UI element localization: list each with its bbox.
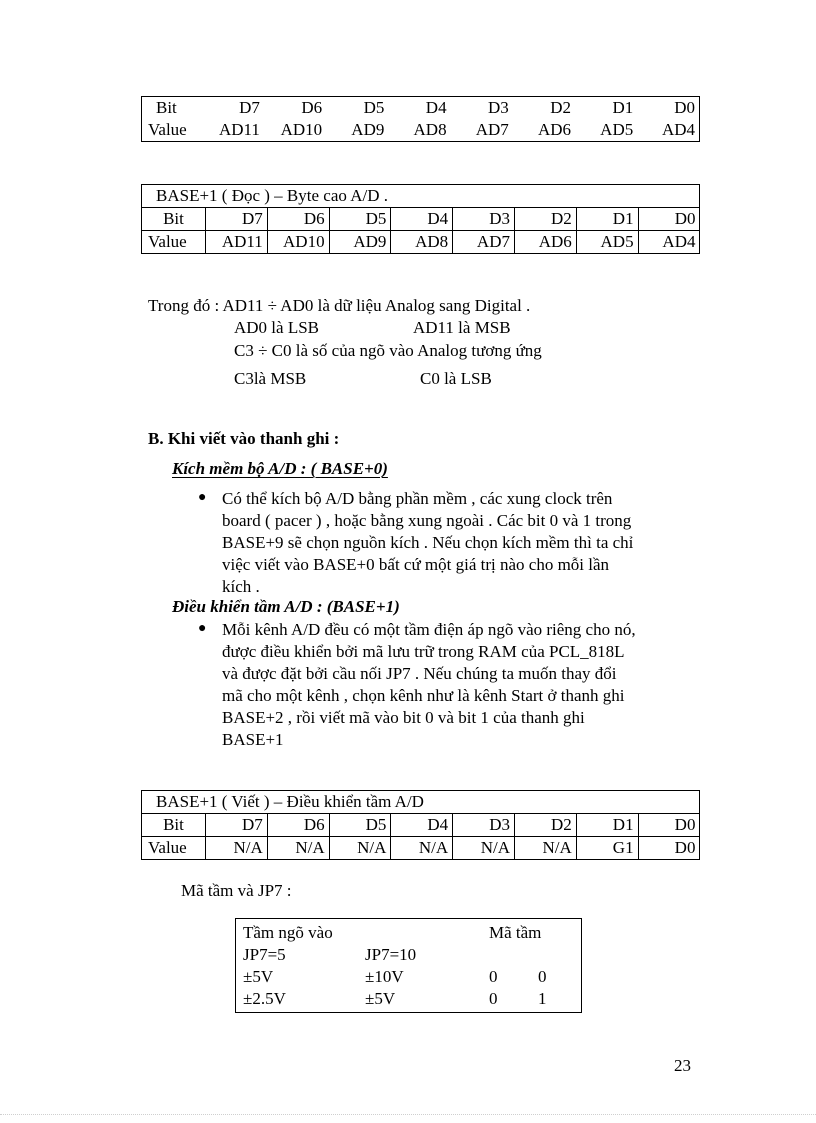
table-row <box>142 837 700 860</box>
table-cell: AD5 <box>600 120 634 139</box>
page-number: 23 <box>674 1056 691 1075</box>
range-cell: ±5V <box>243 967 274 986</box>
table-cell: D0 <box>638 814 700 837</box>
table-cell: AD11 <box>206 231 268 254</box>
table-caption-row <box>142 791 700 814</box>
subheading-soft-trigger: Kích mềm bộ A/D : ( BASE+0) <box>172 459 388 478</box>
table-cell: D7 <box>206 208 268 231</box>
table-cell: N/A <box>206 837 268 860</box>
note-line-1: Trong đó : AD11 ÷ AD0 là dữ liệu Analog sang Digital . <box>148 296 531 315</box>
table-cell: D4 <box>391 208 453 231</box>
table-cell: D4 <box>391 814 453 837</box>
table-cell: D7 <box>206 814 268 837</box>
table-cell: G1 <box>576 837 638 860</box>
note-line-3: C3 ÷ C0 là số của ngõ vào Analog tương ứng <box>234 341 542 360</box>
table-cell: AD4 <box>638 231 700 254</box>
table-row <box>142 814 700 837</box>
table-cell: AD11 <box>218 120 260 139</box>
table-cell: Bit <box>156 98 177 117</box>
range-header-right: Mã tầm <box>489 923 542 942</box>
table-cell: D1 <box>612 98 634 117</box>
paragraph-range-control: Mỗi kênh A/D đều có một tầm điện áp ngõ vào riêng cho nó, được điều khiển bởi mã lưu trữ trong RAM của PCL_818L và được đặt bởi cầu nối JP7 . Nếu chúng ta muốn thay đổi mã cho một kênh , chọn kênh như là kênh Start ở thanh ghi BASE+2 , rồi viết mã vào bit 0 và bit 1 của thanh ghi BASE+1 <box>222 620 636 749</box>
range-cell: 0 <box>489 967 498 986</box>
table-cell: Value <box>142 231 206 254</box>
table-caption: BASE+1 ( Đọc ) – Byte cao A/D . <box>142 185 700 208</box>
table-cell: D7 <box>239 98 260 117</box>
note-lsb-ad0: AD0 là LSB <box>234 318 319 337</box>
range-cell: ±5V <box>365 989 396 1008</box>
table-cell: D5 <box>329 208 391 231</box>
range-cell: 0 <box>489 989 498 1008</box>
table-cell: D1 <box>576 814 638 837</box>
bullet-icon: ● <box>198 621 207 636</box>
table-cell: D2 <box>550 98 572 117</box>
table-cell: AD9 <box>351 120 385 139</box>
table-cell: D0 <box>674 98 695 117</box>
table-bit-value-1 <box>141 96 700 142</box>
note-msb-c3: C3là MSB <box>234 369 307 388</box>
table-cell: N/A <box>514 837 576 860</box>
table-cell: AD9 <box>329 231 391 254</box>
table-cell: D2 <box>514 814 576 837</box>
table-cell: N/A <box>391 837 453 860</box>
table-row <box>142 231 700 254</box>
table-cell: D1 <box>576 208 638 231</box>
table-base1-write <box>141 790 700 860</box>
table-cell: AD10 <box>267 231 329 254</box>
table-cell: D4 <box>425 98 447 117</box>
table-cell: Value <box>142 837 206 860</box>
table-row <box>142 97 700 120</box>
table-row <box>142 119 700 142</box>
table-cell: AD7 <box>453 231 515 254</box>
range-cell: JP7=10 <box>365 945 417 964</box>
table-cell: Bit <box>142 814 206 837</box>
range-intro: Mã tầm và JP7 : <box>181 881 292 900</box>
table-cell: D6 <box>267 208 329 231</box>
range-cell: ±10V <box>365 967 404 986</box>
table-cell: Bit <box>142 208 206 231</box>
table-cell: D6 <box>301 98 323 117</box>
table-row <box>142 208 700 231</box>
table-cell: AD6 <box>537 120 572 139</box>
table-cell: D5 <box>363 98 385 117</box>
table-cell: AD8 <box>413 120 447 139</box>
table-cell: D6 <box>267 814 329 837</box>
section-heading: B. Khi viết vào thanh ghi : <box>148 429 340 448</box>
table-cell: D2 <box>514 208 576 231</box>
table-cell: AD6 <box>514 231 576 254</box>
table-base1-read <box>141 184 700 254</box>
table-cell: D0 <box>638 208 700 231</box>
range-cell: JP7=5 <box>243 945 286 964</box>
table-cell: AD7 <box>475 120 509 139</box>
table-cell: N/A <box>329 837 391 860</box>
table-cell: AD8 <box>391 231 453 254</box>
table-cell: D3 <box>488 98 509 117</box>
range-cell: 1 <box>538 989 547 1008</box>
table-cell: D0 <box>638 837 700 860</box>
table-caption: BASE+1 ( Viết ) – Điều khiển tầm A/D <box>142 791 700 814</box>
table-cell: AD4 <box>661 120 695 139</box>
range-cell: 0 <box>538 967 547 986</box>
page-edge-divider <box>0 1114 816 1115</box>
table-cell: D5 <box>329 814 391 837</box>
subheading-range-control: Điều khiển tầm A/D : (BASE+1) <box>172 597 400 616</box>
table-cell: N/A <box>267 837 329 860</box>
table-cell: Value <box>148 120 187 139</box>
range-cell: ±2.5V <box>243 989 286 1008</box>
note-msb-ad11: AD11 là MSB <box>413 318 511 337</box>
table-cell: D3 <box>453 208 515 231</box>
table-caption-row <box>142 185 700 208</box>
table-cell: D3 <box>453 814 515 837</box>
note-lsb-c0: C0 là LSB <box>420 369 492 388</box>
range-header-left: Tầm ngõ vào <box>243 923 333 942</box>
table-cell: AD10 <box>280 120 323 139</box>
paragraph-soft-trigger: Có thể kích bộ A/D bằng phần mềm , các xung clock trên board ( pacer ) , hoặc bằng xung ngoài . Các bit 0 và 1 trong BASE+9 sẽ chọn nguồn kích . Nếu chọn kích mềm thì ta chỉ việc viết vào BASE+0 bất cứ một giá trị nào cho mỗi lần kích . <box>222 489 634 596</box>
bullet-icon: ● <box>198 490 207 505</box>
table-cell: N/A <box>453 837 515 860</box>
table-cell: AD5 <box>576 231 638 254</box>
